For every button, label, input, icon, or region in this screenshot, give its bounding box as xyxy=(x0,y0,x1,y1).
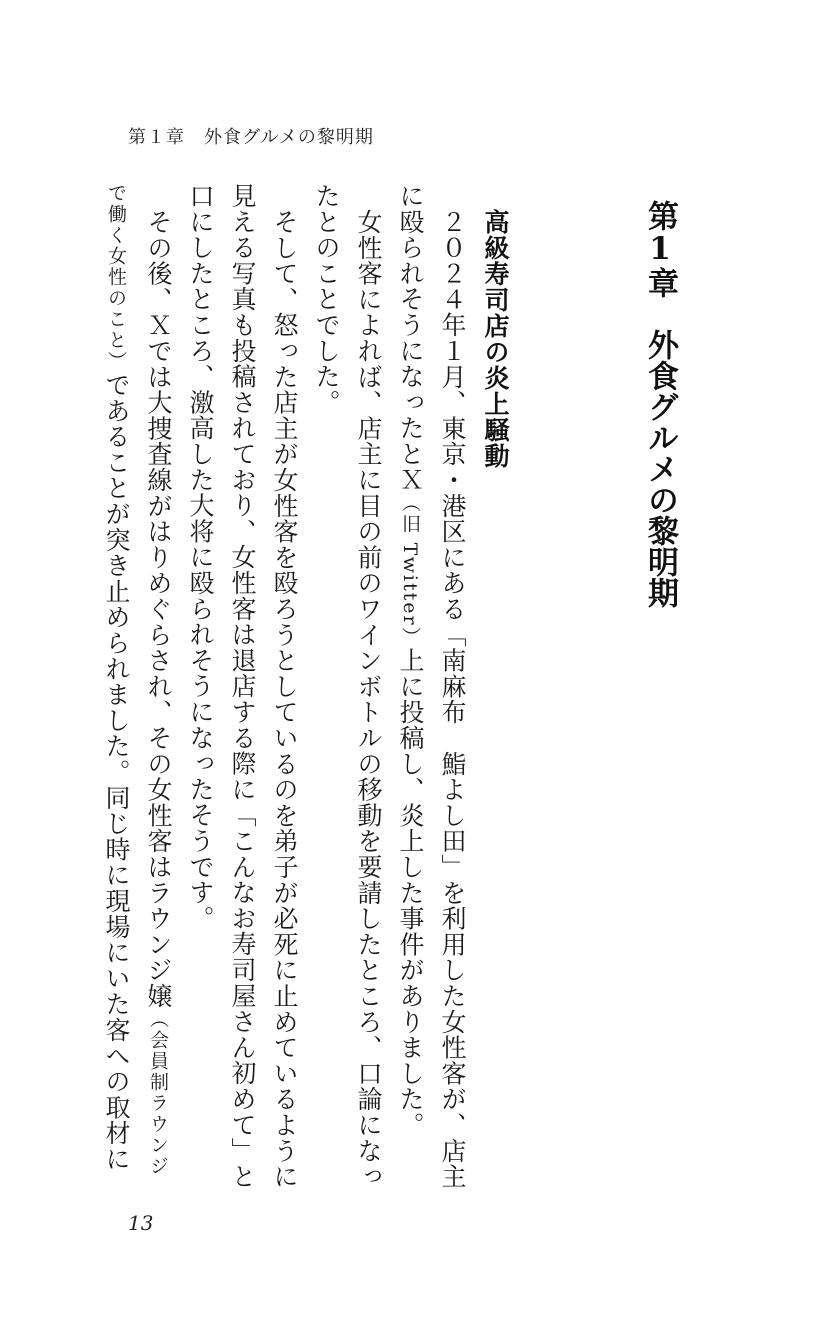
body-line xyxy=(395,183,425,1193)
body-text: 上に投稿し、炎上した事件がありました。 xyxy=(396,647,425,1138)
chapter-title: 第1章 外食グルメの黎明期 xyxy=(642,200,678,608)
body-text: であることが突き止められました。同じ時に現場にいた客への取材に xyxy=(102,372,131,1172)
body-line xyxy=(269,209,299,1193)
body-line xyxy=(227,183,257,1193)
body-line xyxy=(101,183,131,1193)
body-text: に殴られそうになったとＸ xyxy=(396,183,425,493)
inline-annotation: で働く女性のこと） xyxy=(105,183,127,372)
running-header: 第１章 外食グルメの黎明期 xyxy=(128,127,374,148)
body-text: 女性客によれば、店主に目の前のワインボトルの移動を要請したところ、口論になっ xyxy=(354,209,383,1190)
body-text: その後、Ｘでは大捜査線がはりめぐらされ、その女性客はラウンジ嬢 xyxy=(144,209,173,1009)
body-text: そして、怒った店主が女性客を殴ろうとしているのを弟子が必死に止めているように xyxy=(270,209,299,1190)
body-text: 口にしたところ、激高した大将に殴られそうになったそうです。 xyxy=(186,183,215,932)
section-heading: 高級寿司店の炎上騒動 xyxy=(481,209,510,469)
inline-annotation: （旧 Twitter） xyxy=(399,492,421,648)
page-number: 13 xyxy=(128,1211,154,1235)
body-line xyxy=(353,209,383,1193)
body-line xyxy=(143,209,173,1193)
body-text: たとのことでした。 xyxy=(312,183,341,416)
body-text: ２０２４年１月、東京・港区にある「南麻布 鮨よし田」を利用した女性客が、店主 xyxy=(438,209,467,1190)
inline-annotation: （会員制ラウンジ xyxy=(147,1008,169,1177)
body-line xyxy=(185,183,215,1193)
body-line xyxy=(437,209,467,1193)
body-text: 見える写真も投稿されており、女性客は退店する際に「こんなお寿司屋さん初めて」と xyxy=(228,183,257,1190)
body-line xyxy=(311,183,341,1193)
